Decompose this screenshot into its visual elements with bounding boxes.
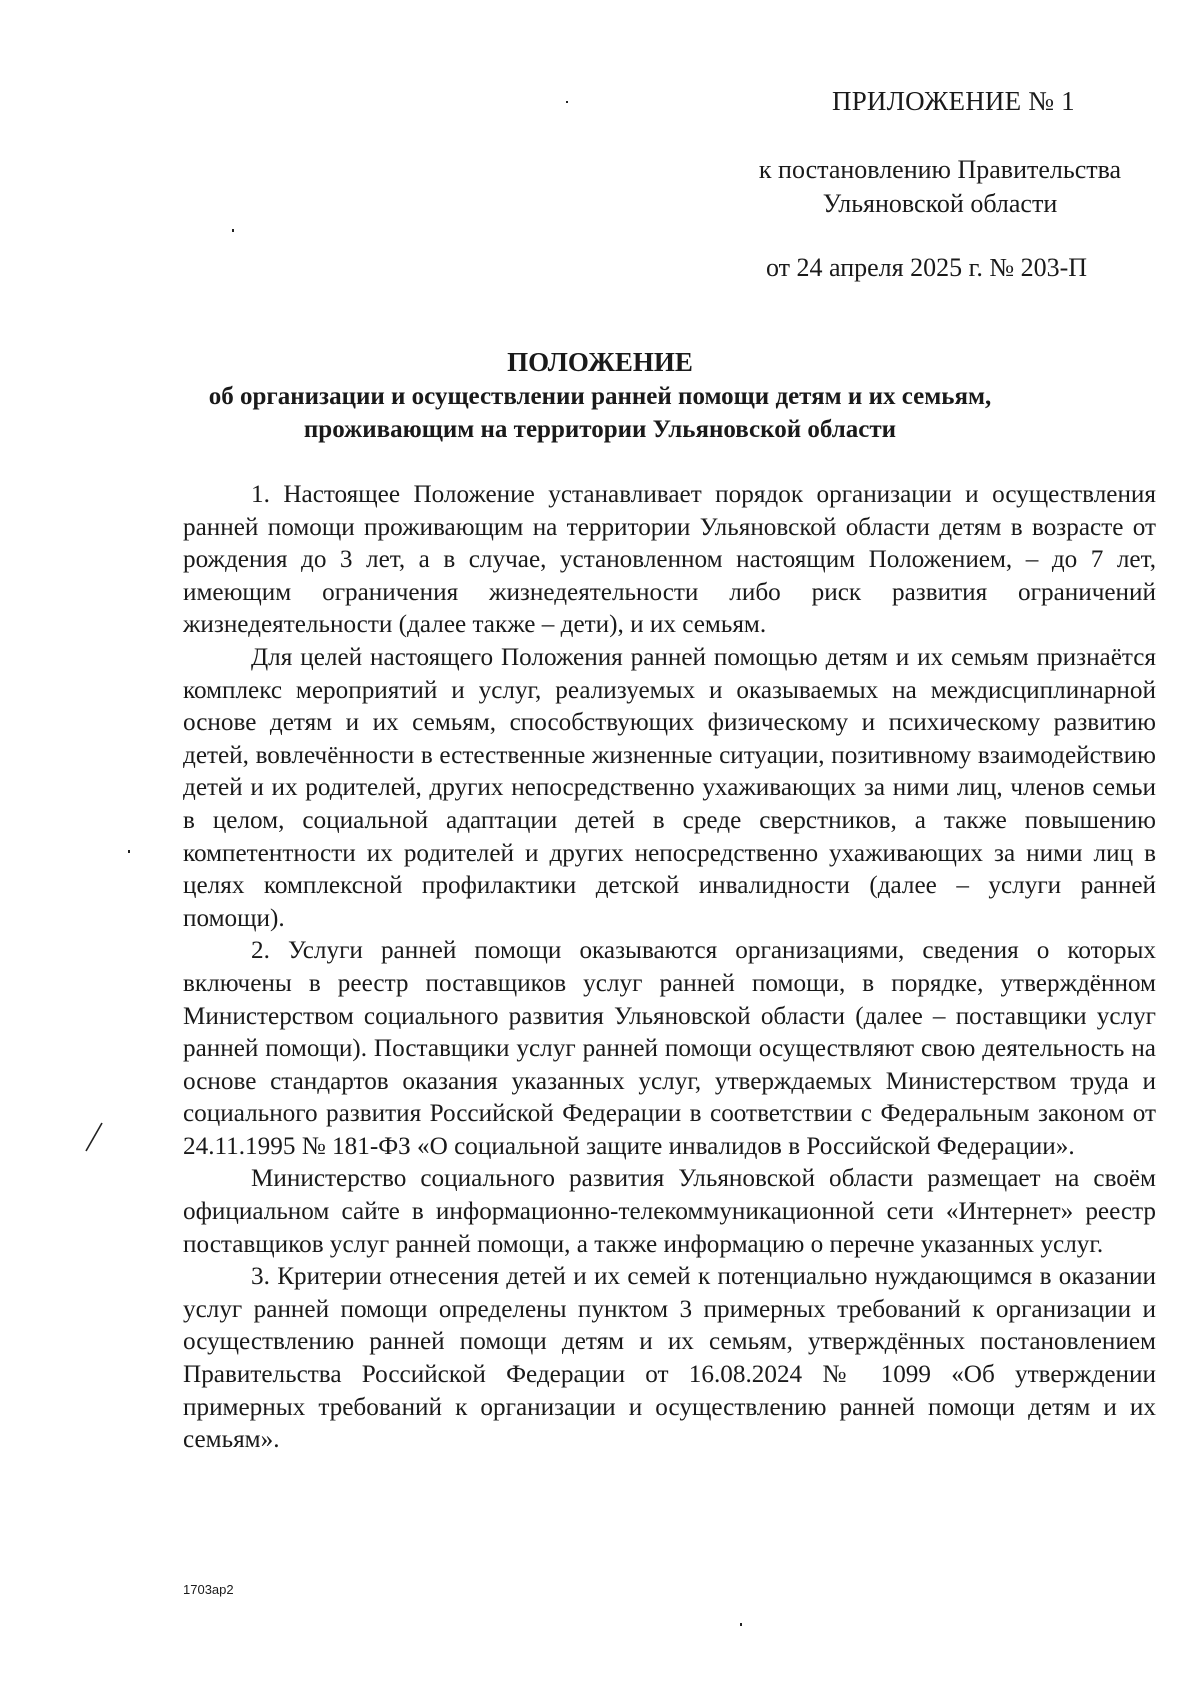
paragraph: Для целей настоящего Положения ранней помощью детям и их семьям признаётся комплекс мероприятий и услуг, реализуемых и оказываемых на междисциплинарной основе детям и их семьям, способствующих физическому и психическому развитию детей, вовлечённости в естественные жизненные ситуации, позитивному взаимодействию детей и их родителей, других непосредственно ухаживающих за ними лиц, членов семьи в целом, социальной адаптации детей в среде сверстников, а также повышению компетентности их родителей и других непосредственно ухаживающих за ними лиц в целях комплексной профилактики детской инвалидности (далее – услуги ранней помощи).: [183, 643, 1156, 932]
scan-stroke: [82, 1120, 106, 1154]
document-body: [183, 479, 1156, 1457]
paragraph: 3. Критерии отнесения детей и их семей к потенциально нуждающимся в оказании услуг ранней помощи определены пунктом 3 примерных требований к организации и осуществлению ранней помощи детям и их семьям, утверждённых постановлением Правительства Российской Федерации от 16.08.2024 № 1099 «Об утверждении примерных требований к организации и осуществлению ранней помощи детям и их семьям».: [183, 1263, 1156, 1454]
paragraph: 1. Настоящее Положение устанавливает порядок организации и осуществления ранней помощи проживающим на территории Ульяновской области детям в возрасте от рождения до 3 лет, а в случае, установленном настоящим Положением, – до 7 лет, имеющим ограничения жизнедеятельности либо риск развития ограничений жизнедеятельности (далее также – дети), и их семьям.: [183, 481, 1156, 639]
scan-speck: [128, 850, 130, 853]
scan-speck: [566, 101, 568, 103]
decree-reference: [730, 153, 1150, 221]
decree-date: от 24 апреля 2025 г. № 203-П: [766, 253, 1088, 282]
decree-line-2: Ульяновской области: [822, 189, 1058, 218]
scan-speck: [232, 229, 234, 232]
appendix-title: ПРИЛОЖЕНИЕ № 1: [832, 86, 1075, 116]
heading-main: ПОЛОЖЕНИЕ: [507, 347, 693, 377]
footer-code: 1703ap2: [183, 1582, 234, 1597]
heading-line-2: проживающим на территории Ульяновской области: [303, 416, 897, 443]
paragraph: Министерство социального развития Ульяновской области размещает на своём официальном сайте в информационно-телекоммуникационной сети «Интернет» реестр поставщиков услуг ранней помощи, а также информацию о перечне указанных услуг.: [183, 1165, 1156, 1258]
decree-line-1: к постановлению Правительства: [758, 155, 1122, 184]
scan-speck: [740, 1623, 742, 1626]
document-heading: [60, 344, 1140, 446]
heading-line-1: об организации и осуществлении ранней помощи детям и их семьям,: [208, 383, 992, 410]
paragraph: 2. Услуги ранней помощи оказываются организациями, сведения о которых включены в реестр поставщиков услуг ранней помощи, в порядке, утверждённом Министерством социального развития Ульяновской области (далее – поставщики услуг ранней помощи). Поставщики услуг ранней помощи осуществляют свою деятельность на основе стандартов оказания указанных услуг, утверждаемых Министерством труда и социального развития Российской Федерации в соответствии с Федеральным законом от 24.11.1995 № 181-ФЗ «О социальной защите инвалидов в Российской Федерации».: [183, 937, 1156, 1160]
